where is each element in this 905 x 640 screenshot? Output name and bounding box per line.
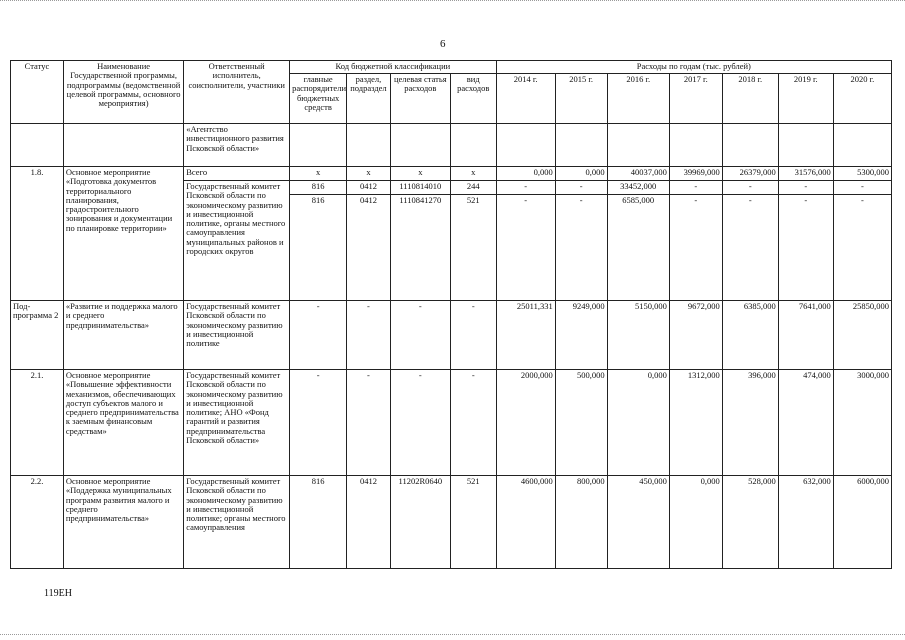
type-cell: 244 (450, 181, 496, 195)
status-cell: 2.2. (11, 476, 64, 569)
target-cell: x (390, 167, 450, 181)
grbs-cell: - (290, 370, 347, 476)
year-value: 632,000 (778, 476, 833, 569)
type-cell: x (450, 167, 496, 181)
year-value: - (555, 181, 607, 195)
header-year: 2014 г. (496, 74, 555, 124)
year-value: - (833, 195, 891, 301)
year-value: 5150,000 (607, 301, 669, 370)
year-value: 9249,000 (555, 301, 607, 370)
section-cell: - (347, 370, 391, 476)
year-value: 1312,000 (669, 370, 722, 476)
grbs-cell: 816 (290, 476, 347, 569)
header-section: раздел, подраздел (347, 74, 391, 124)
section-cell: x (347, 167, 391, 181)
year-value: - (722, 181, 778, 195)
header-year: 2016 г. (607, 74, 669, 124)
header-type: вид расходов (450, 74, 496, 124)
header-year: 2018 г. (722, 74, 778, 124)
status-cell: 2.1. (11, 370, 64, 476)
year-value: 3000,000 (833, 370, 891, 476)
executor-cell: Государственный комитет Псковской области по экономическому развитию и инвестиционной политике, органы местного самоуправления муниципальных районов и городских округов (184, 181, 290, 301)
executor-cell: Государственный комитет Псковской области по экономическому развитию и инвестиционной политике; АНО «Фонд гарантий и развития предпринимательства Псковской области» (184, 370, 290, 476)
table-row-2-1 (11, 370, 892, 476)
scan-bottom-edge (0, 634, 905, 636)
year-value: 528,000 (722, 476, 778, 569)
target-cell: 1110814010 (390, 181, 450, 195)
target-cell: - (390, 301, 450, 370)
grbs-cell: 816 (290, 195, 347, 301)
year-value: 396,000 (722, 370, 778, 476)
year-value: 7641,000 (778, 301, 833, 370)
year-value: 500,000 (555, 370, 607, 476)
table-row-1-8-total (11, 167, 892, 181)
header-status: Статус (11, 61, 64, 124)
header-expenses: Расходы по годам (тыс. рублей) (496, 61, 891, 74)
type-cell: 521 (450, 476, 496, 569)
header-year: 2015 г. (555, 74, 607, 124)
target-cell: - (390, 370, 450, 476)
year-value: 9672,000 (669, 301, 722, 370)
type-cell: 521 (450, 195, 496, 301)
year-value: 0,000 (555, 167, 607, 181)
section-cell: 0412 (347, 181, 391, 195)
name-cell: Основное мероприятие «Повышение эффективности механизмов, обеспечивающих доступ субъектов малого и среднего предпринимательства к заемным финансовым средствам» (63, 370, 183, 476)
year-value: - (555, 195, 607, 301)
year-value: 25011,331 (496, 301, 555, 370)
header-target: целевая статья расходов (390, 74, 450, 124)
table-row-subprogram-2 (11, 301, 892, 370)
section-cell: 0412 (347, 476, 391, 569)
year-value: 40037,000 (607, 167, 669, 181)
status-cell: Под-программа 2 (11, 301, 64, 370)
year-value: 31576,000 (778, 167, 833, 181)
year-value: 4600,000 (496, 476, 555, 569)
year-value: 450,000 (607, 476, 669, 569)
name-cell: Основное мероприятие «Поддержка муниципальных программ развития малого и среднего предпринимательства» (63, 476, 183, 569)
header-year: 2019 г. (778, 74, 833, 124)
header-row-1 (11, 61, 892, 74)
year-value: - (833, 181, 891, 195)
budget-table (10, 60, 892, 569)
page-number: 6 (440, 38, 446, 50)
grbs-cell: - (290, 301, 347, 370)
year-value: - (496, 195, 555, 301)
year-value: - (778, 181, 833, 195)
scan-top-edge (0, 0, 905, 2)
year-value: 5300,000 (833, 167, 891, 181)
header-year: 2020 г. (833, 74, 891, 124)
header-budget-code: Код бюджетной классификации (290, 61, 497, 74)
footer-code: 119ЕН (44, 588, 72, 599)
year-value: 0,000 (607, 370, 669, 476)
year-value: - (722, 195, 778, 301)
table-row-continuation (11, 124, 892, 167)
header-year: 2017 г. (669, 74, 722, 124)
year-value: 6385,000 (722, 301, 778, 370)
section-cell: 0412 (347, 195, 391, 301)
year-value: 33452,000 (607, 181, 669, 195)
header-name: Наименование Государственной программы, подпрограммы (ведомственной целевой программы, основного мероприятия) (63, 61, 183, 124)
year-value: 26379,000 (722, 167, 778, 181)
executor-cell: «Агентство инвестиционного развития Псковской области» (184, 124, 290, 167)
grbs-cell: 816 (290, 181, 347, 195)
year-value: 800,000 (555, 476, 607, 569)
type-cell: - (450, 370, 496, 476)
header-executor: Ответственный исполнитель, соисполнители, участники (184, 61, 290, 124)
year-value: - (496, 181, 555, 195)
status-cell: 1.8. (11, 167, 64, 301)
target-cell: 1110841270 (390, 195, 450, 301)
type-cell: - (450, 301, 496, 370)
grbs-cell: x (290, 167, 347, 181)
executor-cell: Государственный комитет Псковской области по экономическому развитию и инвестиционной политике (184, 301, 290, 370)
executor-cell: Всего (184, 167, 290, 181)
year-value: 474,000 (778, 370, 833, 476)
table-row-2-2 (11, 476, 892, 569)
year-value: 2000,000 (496, 370, 555, 476)
year-value: 39969,000 (669, 167, 722, 181)
year-value: - (669, 195, 722, 301)
year-value: - (669, 181, 722, 195)
year-value: 0,000 (669, 476, 722, 569)
header-grbs: главные распорядители бюджетных средств (290, 74, 347, 124)
year-value: 6000,000 (833, 476, 891, 569)
year-value: 6585,000 (607, 195, 669, 301)
executor-cell: Государственный комитет Псковской области по экономическому развитию и инвестиционной политике; органы местного самоуправления (184, 476, 290, 569)
name-cell: «Развитие и поддержка малого и среднего предпринимательства» (63, 301, 183, 370)
year-value: - (778, 195, 833, 301)
year-value: 0,000 (496, 167, 555, 181)
year-value: 25850,000 (833, 301, 891, 370)
section-cell: - (347, 301, 391, 370)
target-cell: 11202R0640 (390, 476, 450, 569)
name-cell: Основное мероприятие «Подготовка документов территориального планирования, градостроительного зонирования и документации по планировке территории» (63, 167, 183, 301)
